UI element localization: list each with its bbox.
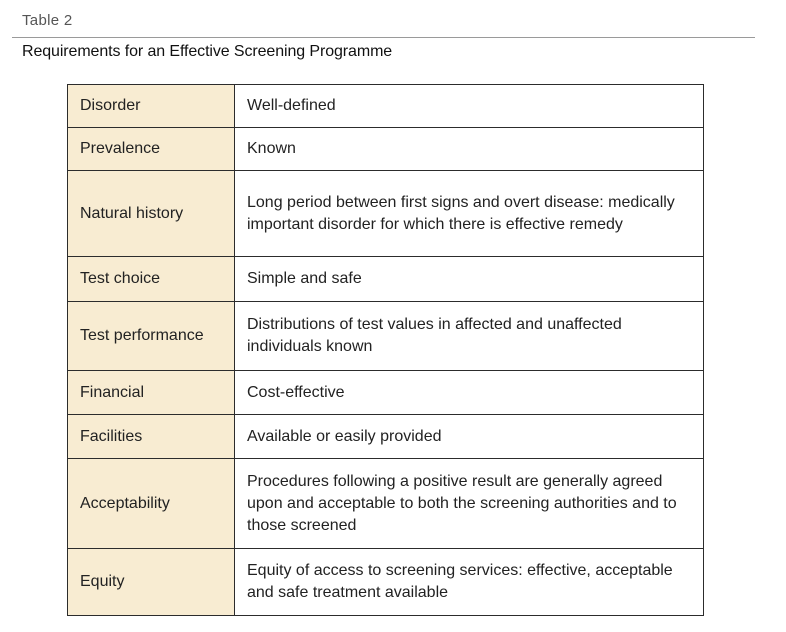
table-row [68, 85, 704, 128]
description-cell: Distributions of test values in affected and unaffected individuals known [235, 302, 704, 371]
table-row [68, 549, 704, 616]
requirement-cell: Disorder [68, 85, 235, 128]
requirement-cell: Test choice [68, 257, 235, 302]
description-cell: Well-defined [235, 85, 704, 128]
table-row [68, 459, 704, 549]
description-cell: Simple and safe [235, 257, 704, 302]
requirement-cell: Prevalence [68, 128, 235, 171]
table-number-label: Table 2 [22, 12, 73, 29]
description-cell: Equity of access to screening services: effective, acceptable and safe treatment available [235, 549, 704, 616]
description-cell: Long period between first signs and overt disease: medically important disorder for which there is effective remedy [235, 171, 704, 257]
description-cell: Available or easily provided [235, 415, 704, 459]
table-title: Requirements for an Effective Screening Programme [22, 43, 393, 60]
description-cell: Known [235, 128, 704, 171]
requirement-cell: Natural history [68, 171, 235, 257]
table-row [68, 371, 704, 415]
table-row [68, 128, 704, 171]
requirement-cell: Financial [68, 371, 235, 415]
requirement-cell: Equity [68, 549, 235, 616]
table-row [68, 257, 704, 302]
header-divider [12, 37, 755, 38]
requirement-cell: Facilities [68, 415, 235, 459]
description-cell: Procedures following a positive result are generally agreed upon and acceptable to both the screening authorities and to those screened [235, 459, 704, 549]
table-row [68, 415, 704, 459]
description-cell: Cost-effective [235, 371, 704, 415]
requirements-table [67, 84, 704, 616]
table-row [68, 302, 704, 371]
requirement-cell: Acceptability [68, 459, 235, 549]
table-row [68, 171, 704, 257]
requirement-cell: Test performance [68, 302, 235, 371]
